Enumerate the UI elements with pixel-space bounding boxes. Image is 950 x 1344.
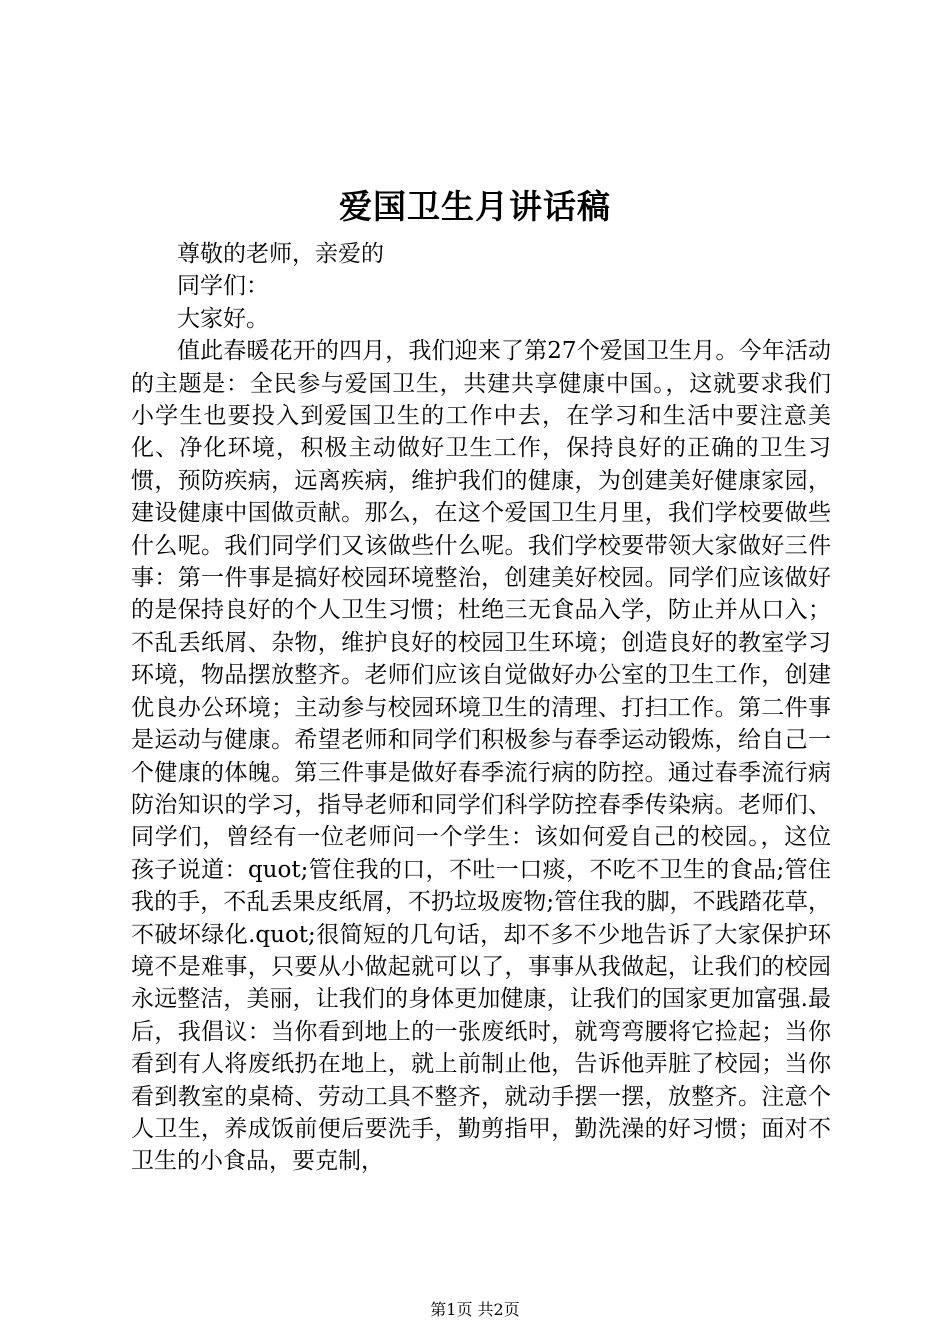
body-paragraph: 值此春暖花开的四月，我们迎来了第27个爱国卫生月。今年活动的主题是：全民参与爱国卫生，共建共享健康中国。，这就要求我们小学生也要投入到爱国卫生的工作中去，在学习和生活中要注意美化、净化环境，积极主动做好卫生工作，保持良好的正确的卫生习惯，预防疾病，远离疾病，维护我们的健康，为创建美好健康家园，建设健康中国做贡献。那么，在这个爱国卫生月里，我们学校要做些什么呢。我们同学们又该做些什么呢。我们学校要带领大家做好三件事：第一件事是搞好校园环境整治，创建美好校园。同学们应该做好的是保持良好的个人卫生习惯；杜绝三无食品入学，防止并从口入；不乱丢纸屑、杂物，维护良好的校园卫生环境；创造良好的教室学习环境，物品摆放整齐。老师们应该自觉做好办公室的卫生工作，创建优良办公环境；主动参与校园环境卫生的清理、打扫工作。第二件事是运动与健康。希望老师和同学们积极参与春季运动锻炼，给自己一个健康的体魄。第三件事是做好春季流行病的防控。通过春季流行病防治知识的学习，指导老师和同学们科学防控春季传染病。老师们、同学们，曾经有一位老师问一个学生：该如何爱自己的校园。，这位孩子说道：quot;管住我的口，不吐一口痰，不吃不卫生的食品;管住我的手，不乱丢果皮纸屑，不扔垃圾废物;管住我的脚，不践踏花草，不破坏绿化.quot;很简短的几句话，却不多不少地告诉了大家保护环境不是难事，只要从小做起就可以了，事事从我做起，让我们的校园永远整洁，美丽，让我们的身体更加健康，让我们的国家更加富强.最后，我倡议：当你看到地上的一张废纸时，就弯弯腰将它捡起；当你看到有人将废纸扔在地上，就上前制止他，告诉他弄脏了校园；当你看到教室的桌椅、劳动工具不整齐，就动手摆一摆，放整齐。注意个人卫生，养成饭前便后要洗手，勤剪指甲，勤洗澡的好习惯；面对不卫生的小食品，要克制， xyxy=(131,338,831,1175)
page-footer: 第1页 共2页 xyxy=(430,1300,520,1319)
greeting-line: 大家好。 xyxy=(177,305,269,332)
salutation-line-1: 尊敬的老师，亲爱的 xyxy=(177,241,384,267)
salutation-line-2: 同学们： xyxy=(177,273,269,300)
document-body xyxy=(131,238,831,1178)
document-title: 爱国卫生月讲话稿 xyxy=(339,187,611,226)
